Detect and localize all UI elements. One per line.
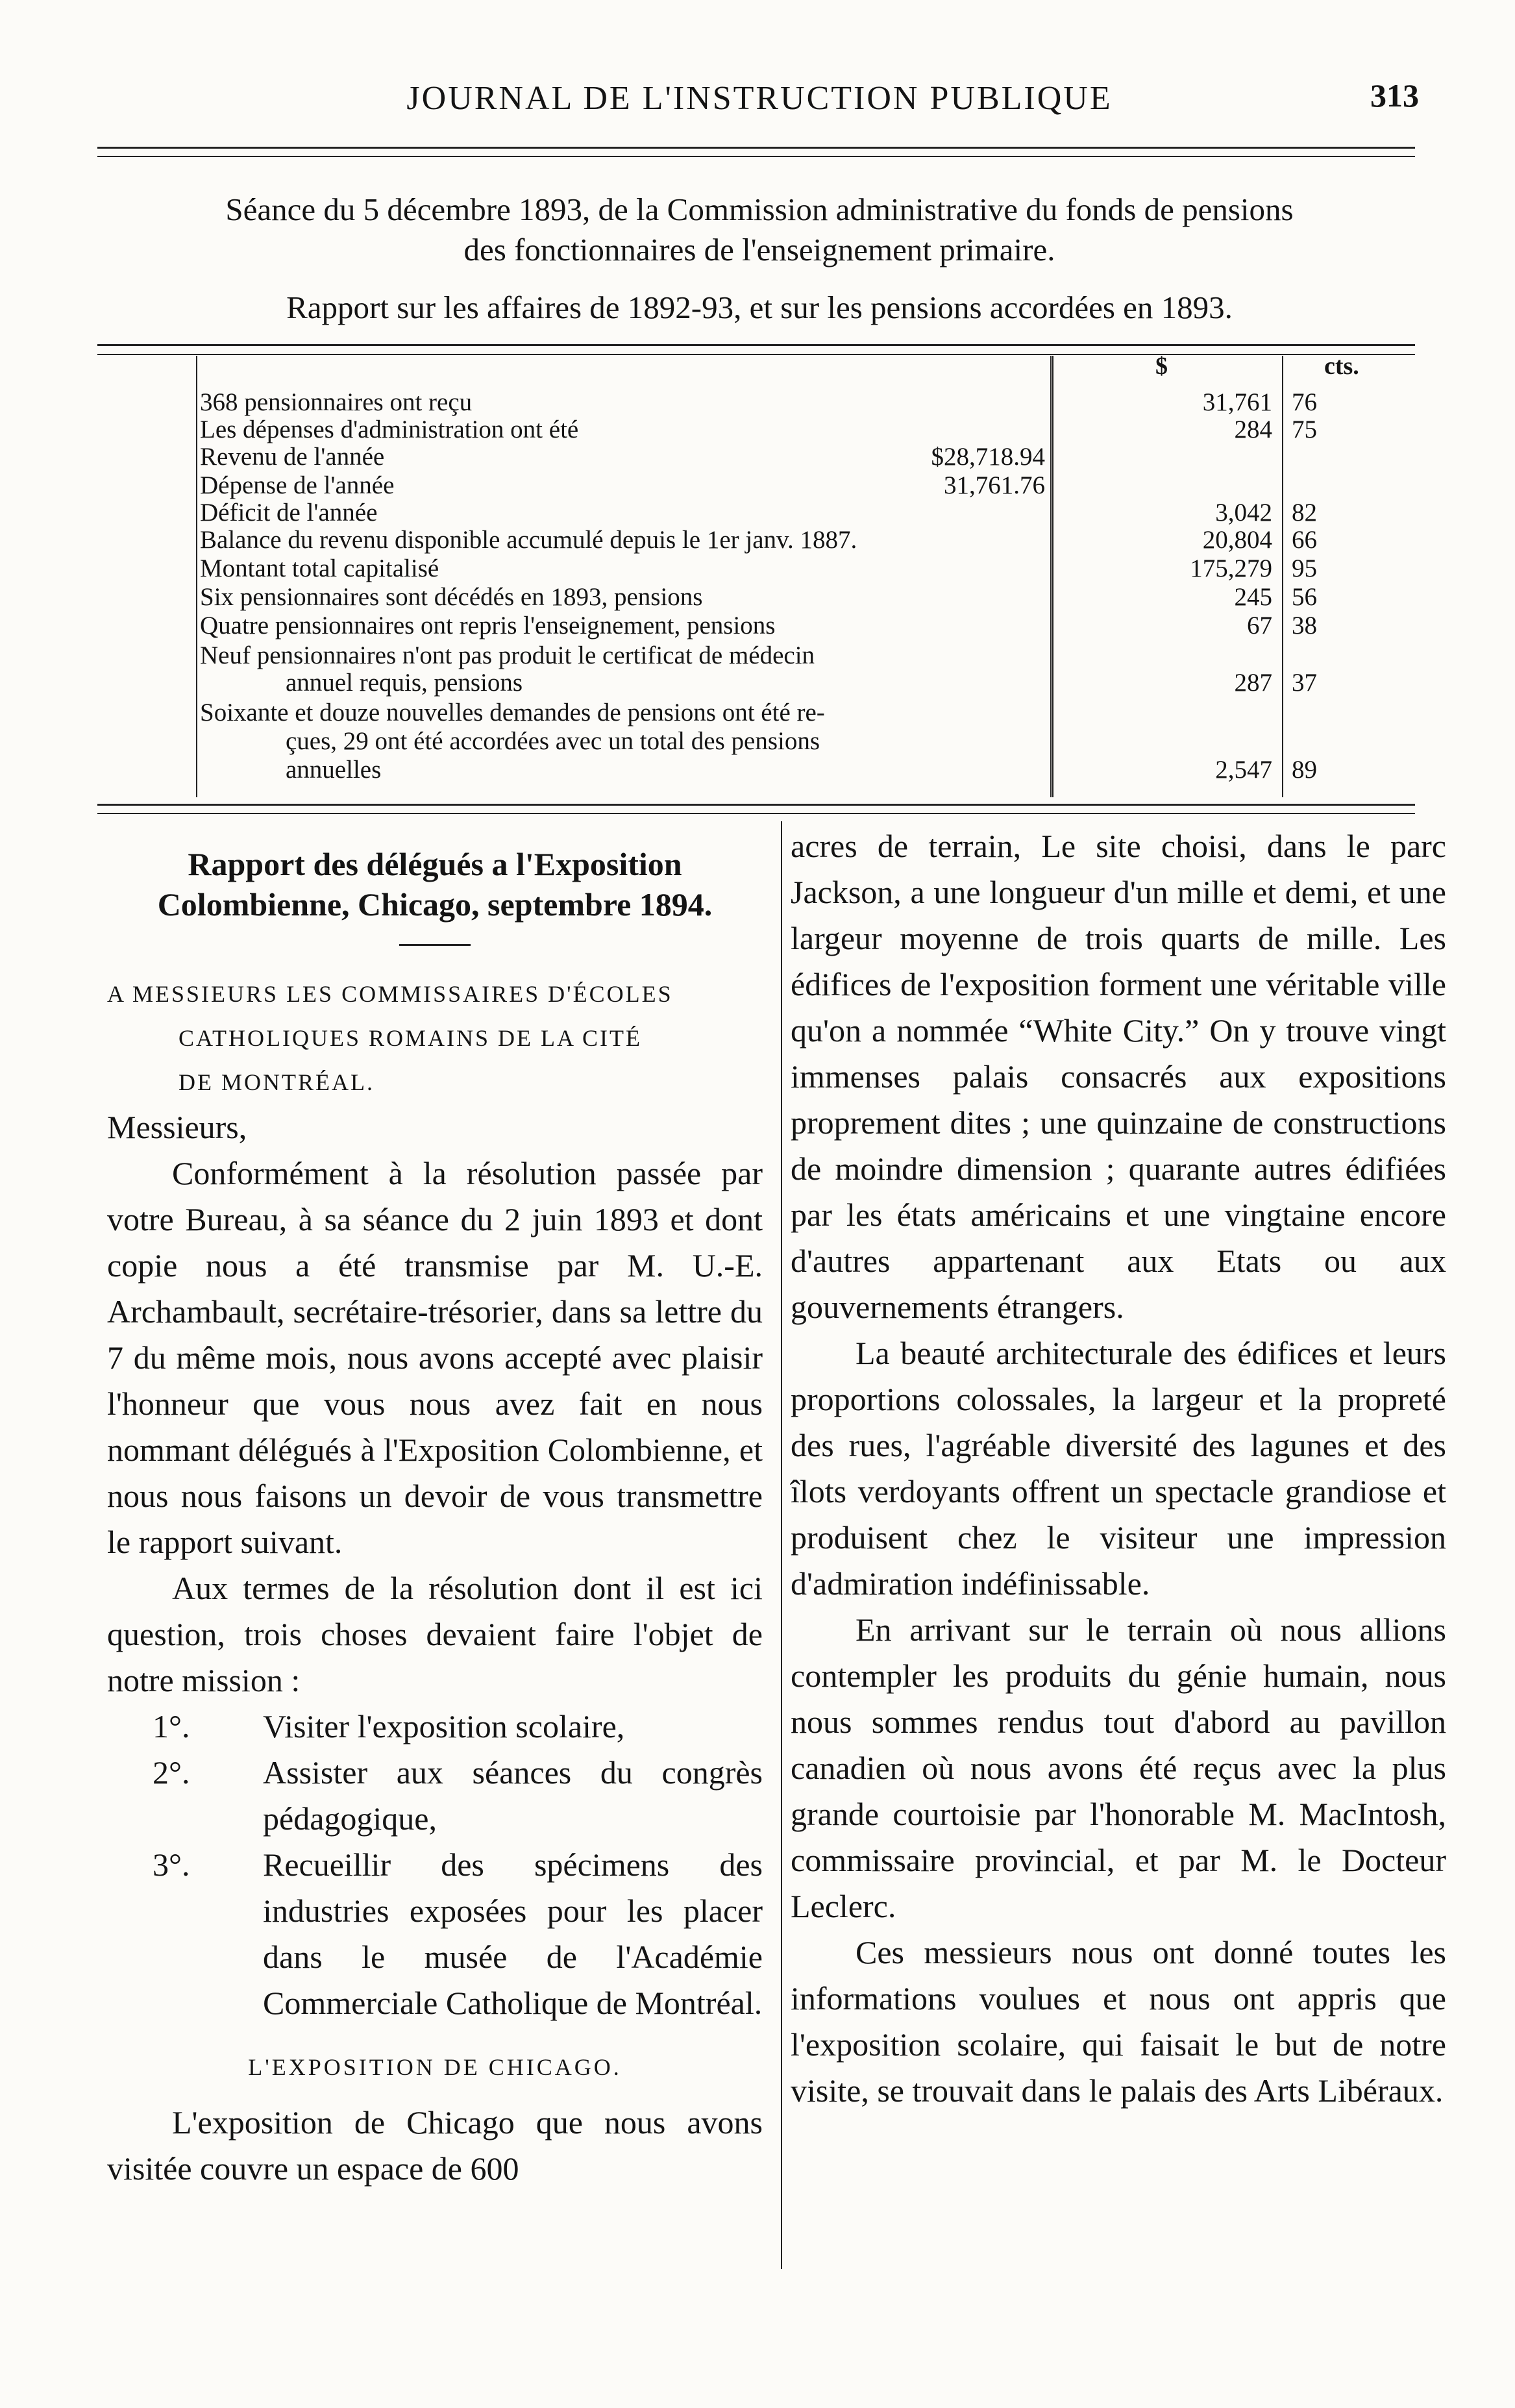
row-description: Balance du revenu disponible accumulé depuis le 1er janv. 1887. xyxy=(200,526,857,554)
paragraph: Ces messieurs nous ont donné toutes les informations voulues et nous ont appris que l'exposition scolaire, qui faisait le but de notre visite, se trouvait dans le palais des Arts Libéraux. xyxy=(791,1934,1446,2109)
running-head xyxy=(97,77,1422,129)
paragraph: La beauté architecturale des édifices et leurs proportions colossales, la largeur et la propreté des rues, l'agréable diversité des lagunes et des îlots verdoyants offrent un spectacle grandiose et produisent chez le visiteur une impression d'admiration indéfinissable. xyxy=(791,1335,1446,1602)
row-dollars-value: 284 xyxy=(1234,416,1272,443)
cents-header: cts. xyxy=(1324,353,1359,380)
row-dollars-value: 67 xyxy=(1247,612,1272,639)
paragraph: L'exposition de Chicago que nous avons visitée couvre un espace de 600 xyxy=(107,2104,763,2187)
row-description: Les dépenses d'administration ont été xyxy=(200,416,579,443)
list-item xyxy=(107,1842,763,2026)
dollars-header: $ xyxy=(1155,353,1168,380)
seance-heading xyxy=(97,190,1422,270)
row-cents-value: 76 xyxy=(1292,388,1317,416)
row-description: annuelles xyxy=(286,756,382,784)
row-cents-value: 95 xyxy=(1292,554,1317,582)
table-amount-divider xyxy=(1050,356,1053,797)
row-cents-value: 56 xyxy=(1292,583,1317,611)
salutation: Messieurs, xyxy=(107,1109,247,1145)
row-description: çues, 29 ont été accordées avec un total des pensions xyxy=(286,727,820,755)
row-dollars-value: 175,279 xyxy=(1190,554,1272,582)
right-column xyxy=(791,823,1446,2114)
address-line-3: DE MONTRÉAL. xyxy=(179,1069,375,1095)
row-dollars-value: 3,042 xyxy=(1215,499,1272,527)
header-rule-thin xyxy=(97,156,1415,157)
seance-line-1: Séance du 5 décembre 1893, de la Commission administrative du fonds de pensions xyxy=(225,192,1294,227)
table-left-border xyxy=(196,356,197,797)
paragraph: Aux termes de la résolution dont il est ici question, trois choses devaient faire l'objet de notre mission : xyxy=(107,1570,763,1698)
list-number: 2°. xyxy=(153,1754,190,1791)
row-description: annuel requis, pensions xyxy=(286,669,523,697)
list-item xyxy=(107,1704,763,1750)
row-description: Montant total capitalisé xyxy=(200,554,439,582)
row-mid-value: $28,718.94 xyxy=(931,443,1045,471)
row-dollars-value: 2,547 xyxy=(1215,756,1272,784)
address-line-1: A MESSIEURS LES COMMISSAIRES D'ÉCOLES xyxy=(107,981,673,1007)
list-text: Visiter l'exposition scolaire, xyxy=(263,1708,625,1744)
row-cents-value: 38 xyxy=(1292,612,1317,639)
list-number: 3°. xyxy=(153,1846,190,1883)
paragraph: Conformément à la résolution passée par votre Bureau, à sa séance du 2 juin 1893 et dont copie nous a été transmise par M. U.-E. Archambault, secrétaire-trésorier, dans sa lettre du 7 du même mois, nous avons accepté avec plaisir l'honneur que vous nous avez fait en nous nommant délégués à l'Exposition Colombienne, et nous nous faisons un devoir de vous transmettre le rapport suivant. xyxy=(107,1155,763,1560)
row-dollars-value: 287 xyxy=(1234,669,1272,697)
row-dollars-value: 245 xyxy=(1234,583,1272,611)
table-bottom-rule xyxy=(97,804,1415,806)
section-subheading: L'EXPOSITION DE CHICAGO. xyxy=(248,2054,622,2080)
left-column xyxy=(107,844,763,2192)
table-top-rule-thin xyxy=(97,354,1415,355)
address-block xyxy=(107,972,763,1104)
page-number: 313 xyxy=(1370,77,1419,114)
article-title: Rapport des délégués a l'Exposition Colombienne, Chicago, septembre 1894. xyxy=(157,846,713,923)
address-line-2: CATHOLIQUES ROMAINS DE LA CITÉ xyxy=(179,1025,642,1051)
row-dollars-value: 20,804 xyxy=(1202,526,1272,554)
seance-line-2: des fonctionnaires de l'enseignement primaire. xyxy=(463,232,1055,267)
row-dollars-value: 31,761 xyxy=(1202,388,1272,416)
list-number: 1°. xyxy=(153,1708,190,1744)
row-cents-value: 89 xyxy=(1292,756,1317,784)
rapport-line: Rapport sur les affaires de 1892-93, et sur les pensions accordées en 1893. xyxy=(286,290,1233,325)
row-cents-value: 66 xyxy=(1292,526,1317,554)
paragraph: En arrivant sur le terrain où nous allions contempler les produits du génie humain, nous nous sommes rendus tout d'abord au pavillon canadien où nous avons été reçus avec la plus grande courtoisie par l'honorable M. MacIntosh, commissaire provincial, et par M. le Docteur Leclerc. xyxy=(791,1611,1446,1924)
row-description: Quatre pensionnaires ont repris l'enseignement, pensions xyxy=(200,612,776,639)
column-divider xyxy=(781,821,782,2269)
header-rule xyxy=(97,147,1415,149)
table-bottom-rule-thin xyxy=(97,813,1415,814)
paragraph: acres de terrain, Le site choisi, dans le parc Jackson, a une longueur d'un mille et demi, et une largeur moyenne de trois quarts de mille. Les édifices de l'exposition forment une véritable ville qu'on a nommée “White City.” On y trouve vingt immenses palais consacrés aux expositions proprement dites ; une quinzaine de constructions de moindre dimension ; quarante autres édifiées par les états américains et une vingtaine encore d'autres appartenant aux Etats ou aux gouvernements étrangers. xyxy=(791,828,1446,1325)
table-cents-divider xyxy=(1282,356,1283,797)
row-cents-value: 75 xyxy=(1292,416,1317,443)
row-description: Déficit de l'année xyxy=(200,499,378,527)
row-description: Neuf pensionnaires n'ont pas produit le certificat de médecin xyxy=(200,641,815,669)
row-mid-value: 31,761.76 xyxy=(944,471,1045,499)
row-description: 368 pensionnaires ont reçu xyxy=(200,388,473,416)
row-description: Dépense de l'année xyxy=(200,471,395,499)
list-text: Recueillir des spécimens des industries exposées pour les placer dans le musée de l'Académie Commerciale Catholique de Montréal. xyxy=(263,1846,763,2021)
list-text: Assister aux séances du congrès pédagogique, xyxy=(263,1754,763,1837)
journal-title: JOURNAL DE L'INSTRUCTION PUBLIQUE xyxy=(406,80,1113,117)
row-cents-value: 82 xyxy=(1292,499,1317,527)
list-item xyxy=(107,1750,763,1842)
table-top-rule xyxy=(97,344,1415,346)
row-description: Soixante et douze nouvelles demandes de pensions ont été re- xyxy=(200,699,825,726)
row-description: Six pensionnaires sont décédés en 1893, pensions xyxy=(200,583,703,611)
row-cents-value: 37 xyxy=(1292,669,1317,697)
title-rule xyxy=(399,944,471,946)
row-description: Revenu de l'année xyxy=(200,443,385,471)
pension-financial-table xyxy=(195,353,1409,797)
